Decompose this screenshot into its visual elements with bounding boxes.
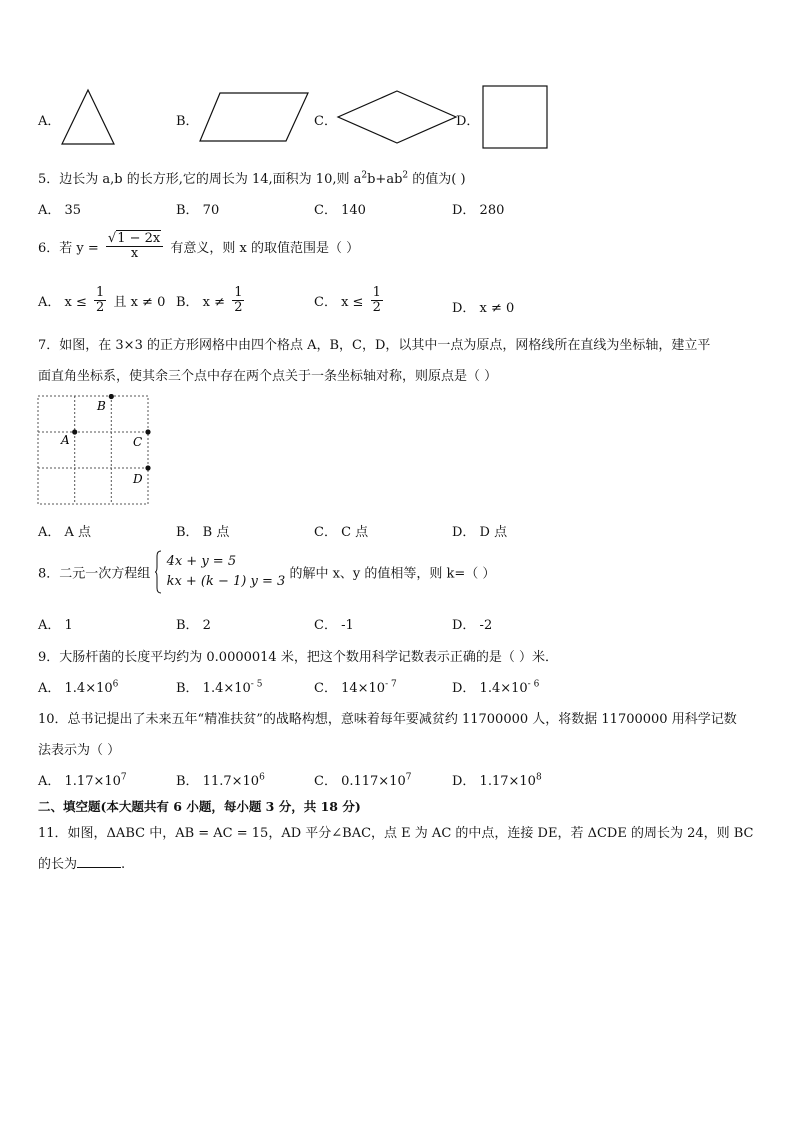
rhombus-figure: [336, 89, 458, 145]
q8-stem: 8．二元一次方程组 4x + y = 5 kx + (k − 1) y = 3 的解中 x、y 的值相等，则 k=（ ）: [38, 550, 495, 594]
square-figure: [481, 84, 549, 150]
q4-option-d-label: D．: [456, 114, 480, 129]
q10-option-b: B． $11.7\times 10^6$: [176, 772, 265, 789]
q10-stem-line2: 法表示为（ ）: [38, 743, 121, 758]
q6-fraction: $\frac{√1 - 2x}{x}$: [106, 232, 163, 261]
q5-option-d: D． 280: [452, 203, 505, 218]
q8-option-a: A． 1: [38, 618, 73, 633]
q6-option-c: C． x ≤ $\frac{1}{2}$: [314, 285, 381, 315]
q6-option-a: A． x ≤ $\frac{1}{2}$ 且 x ≠ 0: [38, 285, 166, 315]
q6-option-b: B． x ≠ $\frac{1}{2}$: [176, 285, 243, 315]
q11-stem-line2: 的长为 .: [38, 857, 126, 872]
q10-option-c: C． $0.117\times 10^7$: [314, 772, 412, 789]
q10-stem-line1: 10．总书记提出了未来五年“精准扶贫”的战略构想，意味着每年要减贫约 11700000 人，将数据 11700000 用科学记数: [38, 712, 737, 727]
parallelogram-figure: [198, 90, 310, 144]
q5-option-b: B． 70: [176, 203, 220, 218]
q9-stem: 9．大肠杆菌的长度平均约为 0.0000014 米，把这个数用科学记数表示正确的是（ ）米．: [38, 650, 558, 665]
q9-option-b: B． $1.4\times 10^{- 5}$: [176, 679, 263, 696]
q7-option-a: A． A 点: [38, 525, 92, 540]
grid-label-b: B: [97, 399, 106, 413]
grid-figure: [36, 394, 152, 508]
q9-option-c: C． $14\times 10^{- 7}$: [314, 679, 397, 696]
point-b: [109, 394, 114, 399]
q4-option-b-label: B．: [176, 114, 199, 129]
q8-option-b: B． 2: [176, 618, 211, 633]
q5-stem: 5．边长为 a,b 的长方形,它的周长为 14,面积为 10,则 $a^2b+ab^2$ 的值为( ): [38, 170, 466, 187]
section-heading: 二、填空题(本大题共有 6 小题，每小题 3 分，共 18 分): [38, 799, 361, 814]
q7-stem-line2: 面直角坐标系，使其余三个点中存在两个点关于一条坐标轴对称，则原点是（ ）: [38, 369, 498, 384]
q6-stem: 6．若 y = $\frac{√1 - 2x}{x}$ 有意义，则 x 的取值范围是（ ）: [38, 231, 360, 261]
point-a: [72, 429, 77, 434]
point-d: [145, 465, 150, 470]
grid-label-a: A: [61, 433, 70, 447]
q5-option-a: A． 35: [38, 203, 82, 218]
q5-option-c: C． 140: [314, 203, 366, 218]
grid-label-c: C: [133, 435, 143, 449]
q8-equation-2: kx + (k − 1) y = 3: [166, 574, 286, 589]
q7-stem-line1: 7．如图，在 3×3 的正方形网格中由四个格点 A，B，C，D，以其中一点为原点，网格线所在直线为坐标轴，建立平: [38, 338, 711, 353]
q8-option-d: D． -2: [452, 618, 493, 633]
q8-option-c: C． -1: [314, 618, 354, 633]
point-c: [145, 429, 150, 434]
q9-option-a: A． $1.4\times 10^6$: [38, 679, 119, 696]
q8-equation-1: 4x + y = 5: [166, 554, 237, 569]
q7-option-d: D． D 点: [452, 525, 508, 540]
q10-option-d: D． $1.17\times 10^8$: [452, 772, 542, 789]
q11-stem-line1: 11．如图，ΔABC 中，AB = AC = 15，AD 平分∠BAC，点 E 为 AC 的中点，连接 DE，若 ΔCDE 的周长为 24，则 BC: [38, 826, 754, 841]
grid-label-d: D: [133, 472, 143, 486]
q4-option-a-label: A．: [38, 114, 61, 129]
q10-option-a: A． $1.17\times 10^7$: [38, 772, 127, 789]
triangle-figure: [60, 88, 116, 146]
q7-option-c: C． C 点: [314, 525, 369, 540]
brace-icon: [154, 550, 162, 594]
answer-blank[interactable]: [77, 855, 121, 868]
q9-option-d: D． $1.4\times 10^{- 6}$: [452, 679, 540, 696]
q6-option-d: D． x ≠ 0: [452, 301, 515, 316]
q4-option-c-label: C．: [314, 114, 337, 129]
q7-option-b: B． B 点: [176, 525, 230, 540]
